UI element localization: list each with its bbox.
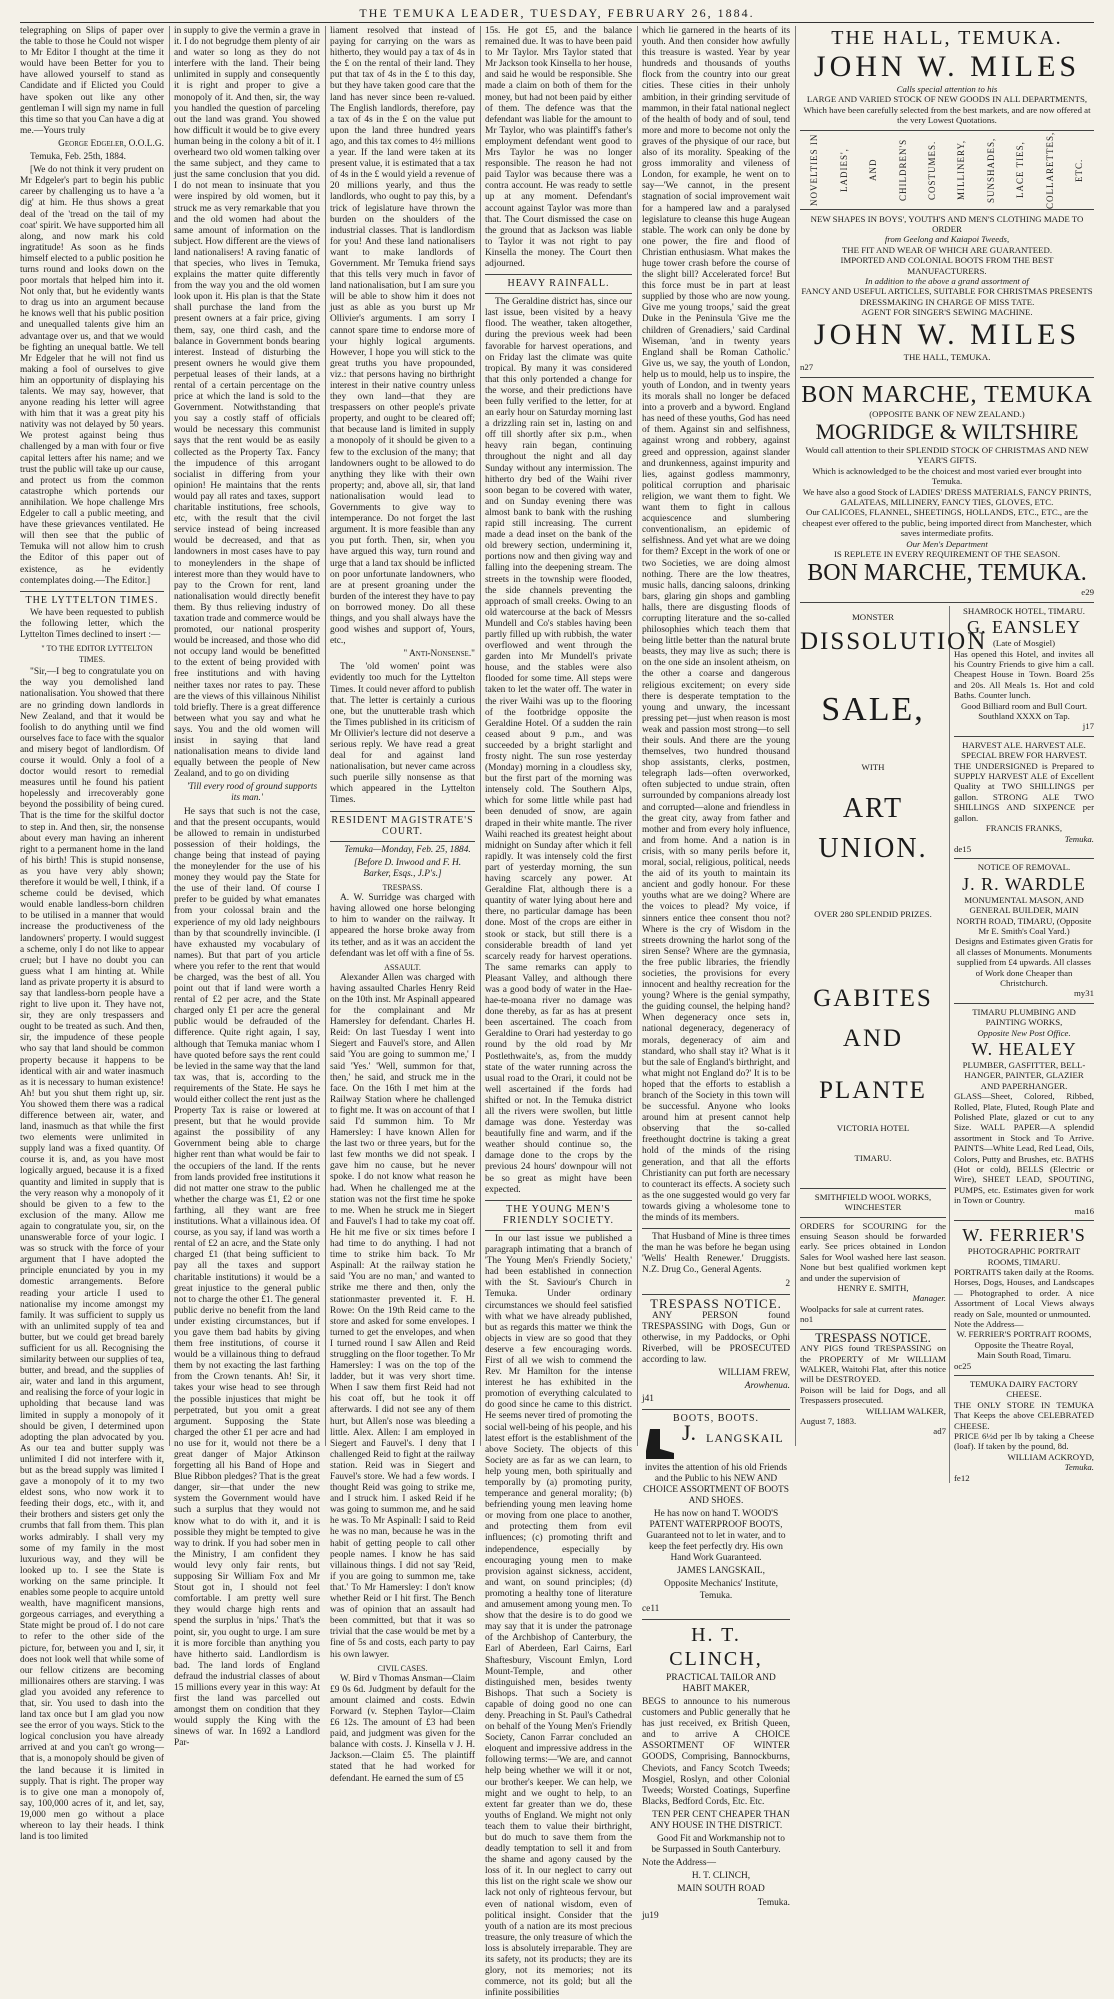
ad-title: BON MARCHE, TEMUKA	[801, 381, 1093, 408]
divider	[642, 1294, 790, 1295]
ad-text: Note the Address—	[642, 1858, 716, 1869]
ad-text: Note the Address—	[954, 1318, 1024, 1329]
article-body: in supply to give the vermin a grave in it. I do not begrudge them plenty of air and water so long as they do not interfere with the land. Their being unlimited in supply and consequently it is right and proper to give a monopoly of it. And then, sir, the way you handled the question of parceling out the land was grand. You showed how difficult it would be to give every human being in the colony a bit of it. I overheard two old women talking over the same subject, and they came to just the same conclusion that you did. I do not mean to insinuate that you were inspired by old women, but it struck me as very remarkable that you and the old women had about the same amount of information on the subject. How different are the views of land nationalisers! A raving fanatic of that species, who lives in Temuka, explains the matter quite differently from the way you and the old women look upon it. His plan is that the State shall purchase the land from the present owners at a fair price, giving them, say, one third cash, and the balance in Government bonds bearing interest. Instead of disturbing the present owners he would give them perpetual leases of their lands, at a rental of a certain percentage on the price at which the land is sold to the Government. Notwithstanding that you say a costly staff of officials would be necessary this communist says that the rent would be as easily collected as the Property Tax. Fancy the impudence of this arrogant socialist in differing from your opinion! He maintains that the rents would pay all rates and taxes, support charitable institutions, free schools, etc, with the result that the civil service instead of being increased would be decreased, and that as landowners in most cases have to pay to moneylenders in the shape of interest more than they would have to pay to the Crown for rent, land nationalisation would directly benefit them. By thus relieving industry of taxation trade and commerce would be promoted, our national prosperity would be increased, and those who did not occupy land would be benefitted to the extent of being provided with free institutions and with having neither taxes nor rates to pay. These are the views of this villainous Nihilist told briefly. There is a great difference between what you say and what he says. You and the old women will insist in saying that land nationalisation means to divide land equally between the people of New Zealand, and to go on dividing	[174, 26, 320, 780]
divider	[642, 1228, 790, 1229]
ad-title: THE HALL, TEMUKA.	[831, 27, 1063, 49]
article-heading: THE YOUNG MEN'S FRIENDLY SOCIETY.	[502, 1203, 614, 1226]
ad-text: In addition to the above a grand assortment of	[865, 276, 1029, 287]
article-body: liament resolved that instead of paying for carrying on the wars as hitherto, they would pay a tax of 4s in the £ on the rental of their land. They put that tax of 4s in the £ to this day, but they have taken good care that the land has never since been re-valued. The English landlords, therefore, pay a tax of 4s in the £ on the value put upon the land three hundred years ago, and this tax comes to 4½ millions a year. If the land were taken at its present value, it is estimated that a tax of 4s in the £ would yield a revenue of 20 millions yearly, and thus the landlords, who ought to pay this, by a trick of legislature have thrown the burden on the shoulders of the industrial classes. That is landlordism for you! And these land nationalisers want to make landlords of Government. Mr Temuka friend says that this tells very much in favor of land nationalisation, but I am sure you will be able to show him it does not just as able as you burst up Mr Ollivier's arguments. I am sorry I cannot spare time to endorse more of your highly logical arguments. However, I hope you will stick to the great truths you have propounded, viz.: that persons having no birthright interest in their native country unless they own land—that they are trespassers on other people's private property, and ought to be cleared off; that because land is limited in supply a monopoly of it should be given to a few to the exclusion of the many; that landowners ought to be allowed to do anything they like with their own property; and, above all, sir, that land nationalisation would lead to Governments to give way to intemperance. Do not forget the last argument. It is more feasible than any you put forth. Then, sir, when you have argued this way, turn round and urge that a land tax should be inflicted on poor unfortunate landowners, who are at present groaning under the burden of the interest they have to pay on borrowed money. Do all these things, and you shall always have the good wishes and support of, Yours, etc.,	[330, 26, 475, 647]
ad-advertiser-name: LANGSKAIL	[706, 1430, 784, 1445]
divider	[954, 1220, 1094, 1221]
column-rule	[795, 26, 796, 1446]
department-item: LACE TIES,	[1015, 141, 1026, 199]
ad-code: oc25	[954, 1360, 972, 1371]
ad-title: W. HEALEY	[971, 1039, 1077, 1059]
article-body: The Geraldine district has, since our last issue, been visited by a heavy flood. The weather, taken altogether, during the previous week had been favorable for harvest operations, and on Friday last the climate was quite tropical. By many it was considered that this only portended a change for the worse, and their predictions have been fully verified to the letter, for at an early hour on Saturday morning last a drizzling rain set in, lasting on and off till shortly after six p.m., when heavy rain began, continuing throughout the night and all day Sunday without any intermission. The hitherto dry bed of the Waihi river soon began to be covered with water, and on Sunday evening there was almost bank to bank with the rushing rapid still increasing. The current made a dead inset on the bank of the old brewery section, undermining it, portions now and then giving way and falling into the deepening stream. The streets in the township were flooded, the side channels preventing the approach of small creeks. Owing to an old watercourse at the back of Messrs Mundell and Co's stables having been partly filled up with rubbish, the water overflowed and went through the garden into Mr Mundell's private house, and the stables were also flooded for some time. All steps were taken to let the water off. The water in the river Waihi was up to the flooring of the footbridge opposite the Geraldine Hotel. Of a sudden the rain ceased about 9 p.m., and was succeeded by a bright starlight and frosty night. The sun rose yesterday (Monday) morning in a cloudless sky, but the first part of the morning was intensely cold. The Southern Alps, which for some little while past had been denuded of snow, are again draped in their white mantle. The river Waihi reached its greatest height about midnight on Sunday after which it fell rapidly. It was intensely cold the first part of yesterday morning, the sun having scarcely any power. At Geraldine Flat, although there is a quantity of water lying about here and there, no particular damage has been done. Most of the crops are either in stook or stack, but still there is a considerable breadth of land yet scarcely ready for harvest operations. The same remarks can apply to Pleasant Valley, and although there was a good body of water in the Hae-hae-te-moana river no damage was done thereby, as far as has at present been ascertained. The coach from Geraldine to Orari had yesterday to go round by the old road by Mr Postlethwaite's, as, from the muddy state of the water running across the usual road to the Orari, it could not be well ascertained if the fords had shifted or not. In the Temuka district all the rivers were swollen, but little damage was done. Yesterday was beautifully fine and warm, and if the weather should continue so, the damage done to the crops by the previous 24 hours' downpour will not be so great as might have been expected.	[485, 297, 632, 1195]
ad-code: ce11	[642, 1603, 660, 1614]
ad-signature: FRANCIS FRANKS,	[985, 823, 1063, 834]
ad-text: AGENT FOR SINGER'S SEWING MACHINE.	[861, 307, 1033, 318]
letter-signature: " Anti-Nonsense."	[403, 649, 475, 660]
ad-title: ART UNION.	[818, 792, 928, 864]
ad-signature: W. FERRIER'S PORTRAIT ROOMS,	[956, 1329, 1092, 1340]
department-item: AND	[868, 158, 879, 181]
department-item: SUNSHADES,	[985, 137, 996, 203]
ad-title: DISSOLUTION	[800, 628, 988, 656]
ad-title: PLANTE	[819, 1077, 927, 1104]
divider	[954, 1375, 1094, 1376]
ad-title: H. T. CLINCH,	[669, 1623, 763, 1670]
ad-heading: TEMUKA DAIRY FACTORY CHEESE.	[969, 1378, 1079, 1400]
ad-text: Which have been carefully selected from the best markets, and are now offered at the very Lowest Quotations.	[803, 104, 1091, 126]
ad-text: PLUMBER, GASFITTER, BELL-HANGER, PAINTER, GLAZIER AND PAPERHANGER.	[962, 1060, 1086, 1091]
boot-icon	[642, 1427, 676, 1461]
ad-text: PORTRAITS taken daily at the Rooms. Horses, Dogs, Houses, and Landscapes — Photographed to order. A nice Assortment of Local Views always ready on Sale, mounted or unmounted.	[954, 1266, 1094, 1319]
ad-code: j41	[642, 1394, 654, 1405]
divider	[642, 1619, 790, 1620]
ad-text: MONSTER	[851, 611, 895, 622]
divider	[485, 1200, 632, 1201]
ad-dropcap: J.	[682, 1419, 697, 1445]
ad-code: de15	[954, 843, 972, 854]
department-item: NOVELTIES IN	[809, 133, 820, 206]
divider	[954, 736, 1094, 737]
ad-text: Designs and Estimates given Gratis for all classes of Monuments. Monuments supplied from £4 upwards. All classes of Work done Cheaper than Christchurch.	[955, 936, 1093, 988]
ad-text: Would call attention to their SPLENDID STOCK OF CHRISTMAS AND NEW YEAR'S GIFTS.	[805, 444, 1089, 466]
ad-text: from Geelong and Kaiapoi Tweeds,	[884, 234, 1010, 245]
ad-address: Main South Road, Timaru.	[976, 1350, 1072, 1361]
ad-text: FANCY AND USEFUL ARTICLES, SUITABLE FOR CHRISTMAS PRESENTS	[801, 286, 1093, 297]
ad-subtitle: PRACTICAL TAILOR AND HABIT MAKER,	[666, 1672, 776, 1694]
notice-text: ANY PERSON found TRESPASSING with Dogs, Gun or otherwise, in my Paddocks, or Ophi Riverbed, will be PROSECUTED according to law.	[642, 1310, 790, 1366]
ad-signature: HENRY E. SMITH,	[837, 1283, 909, 1294]
ad-address: Opposite Mechanics' Institute, Temuka.	[664, 1579, 778, 1601]
section-heading: TRESPASS.	[382, 883, 423, 893]
ad-title: MOGRIDGE & WILTSHIRE	[815, 418, 1079, 444]
court-case: Alexander Allen was charged with having assaulted Charles Henry Reid on the 10th inst. Mr Aspinall appeared for the complainant and Mr Hamersley for defendant. Charles H. Reid: On last Tuesday I went into Siegert and Fauvel's store, and Allen said 'You are going to summon me,' I said 'Yes.' 'Well, summon for that, then,' he said, and struck me in the face. On the 16th I met him at the Railway Station where he challenged to fight me. It was on account of that I said I'd summon him. To Mr Hamersley: I have known Allen for the last two or three years, but for the last few months we did not speak. I gave him no cause, but he never spoke. I do not know what reason he had. When he challenged me at the station was not the first time he spoke to me. When he struck me in Siegert and Fauvel's I had to take my coat off. He hit me five or six times before I had time to do anything. I had not time to strike him back. To Mr Aspinall: At the railway station he said 'You are no man,' and wanted to strike me there and then, only the stationmaster prevented it. F. H. Rowe: On the 19th Reid came to the store and asked for some envelopes. I turned to get the envelopes, and when I turned round I saw Allen and Reid struggling on the floor together. To Mr Hamersley: I was on the top of the ladder, but it was very short time. When I saw them first Reid had not his coat off, but he took it off afterwards. I did not see any of them hurt, but Allen's nose was bleeding a little. Alex. Allen: I am employed in Siegert and Fauvel's. I deny that I challenged Reid to fight at the railway station. Reid was in Siegert and Fauvel's store. We had a few words. I thought Reid was going to strike me, and I struck him. I asked Reid if he was going to summon me, and he said he was. To Mr Aspinall: I said to Reid he was no man, because he was in the habit of getting people to call other people names. I know he has said villainous things. I did not say 'Reid, if you are going to summon me, take that.' To Mr Hamersley: I don't know whether Reid or I hit first. The Bench was of opinion that an assault had been committed, but that it was so trivial that the case would be met by a fine of 5s and costs, each party to pay his own lawyer.	[330, 972, 475, 1660]
notice-text: ANY PIGS found TRESPASSING on the PROPERTY of Mr WILLIAM WALKER, Waitohi Flat, after this notice will be DESTROYED.	[800, 1343, 946, 1385]
notice-name: WILLIAM WALKER,	[866, 1405, 946, 1416]
masthead: THE TEMUKA LEADER, TUESDAY, FEBRUARY 26, 1884.	[20, 6, 1094, 23]
department-item: COSTUMES.	[927, 140, 938, 200]
ad-title: JOHN W. MILES	[813, 317, 1081, 351]
ad-text: Our CALICOES, FLANNEL, SHEETINGS, HOLLANDS, ETC., ETC., are the cheapest ever offered to the public, being imported direct from Manchester, which saves intermediate profits.	[802, 507, 1092, 539]
ad-text: We have also a good Stock of LADIES' DRESS MATERIALS, FANCY PRINTS, GALATEAS, MILLINERY, FANCY TIES, GLOVES, ETC.	[802, 486, 1092, 507]
ad-title: W. FERRIER'S	[962, 1225, 1086, 1246]
notice-heading: TRESPASS NOTICE.	[650, 1295, 782, 1311]
ad-subtitle: PHOTOGRAPHIC PORTRAIT ROOMS, TIMARU.	[967, 1246, 1081, 1267]
divider	[485, 274, 632, 275]
divider	[330, 841, 475, 842]
ad-text: PRICE 6½d per lb by taking a Cheese (loaf). If taken by the pound, 8d.	[954, 1431, 1094, 1452]
ad-text: Calls special attention to his	[896, 84, 998, 94]
ad-code: my31	[1073, 988, 1094, 999]
ad-text: DRESSMAKING IN CHARGE OF MISS TATE.	[859, 296, 1035, 307]
ad-heading: TIMARU PLUMBING AND PAINTING WORKS,	[972, 1006, 1076, 1028]
letter-signature: George Edgeler, O.O.L.G.	[58, 138, 164, 149]
ad-code: fe12	[954, 1472, 970, 1483]
article-intro: We have been requested to publish the following letter, which the Lyttelton Times declined to insert :—	[20, 607, 164, 640]
ad-text: invites the attention of his old Friends and the Public to his NEW AND CHOICE ASSORTMENT OF BOOTS AND SHOES.	[643, 1462, 789, 1506]
ad-text: THE ONLY STORE IN TEMUKA That Keeps the above CELEBRATED CHEESE.	[954, 1399, 1094, 1431]
ad-title: J. R. WARDLE	[962, 873, 1086, 894]
divider	[800, 377, 1094, 378]
ad-text: WITH	[861, 762, 885, 773]
ad-code: no1	[800, 1314, 814, 1325]
editor-note: The 'old women' point was evidently too much for the Lyttelton Times. It could never afford to publish that. The letter is certainly a curious one, but the unutterable trash which the Times published in its criticism of Mr Ollivier's lecture did not deserve a serious reply. We have read a great deal for and against land nationalisation, but never came across such puerile silly nonsense as that which appeared in the Lyttelton Times.	[330, 662, 475, 806]
department-item: MILLINERY,	[956, 139, 967, 200]
section-heading: CIVIL CASES.	[377, 1663, 428, 1673]
ad-text: He has now on hand T. WOOD'S PATENT WATERPROOF BOOTS, Guaranteed not to let in water, and to keep the feet perfectly dry. His own Hand Work Guaranteed.	[646, 1508, 786, 1564]
ad-text: BEGS to announce to his numerous customers and Public generally that he has just received, ex British Queen, and to arrive A CHOICE ASSORTMENT OF WINTER GOODS, Comprising, Bannockburns, Cheviots, and Fancy Scotch Tweeds; Mosgiel, Roslyn, and other Colonial Tweeds; Worsted Coatings, Superfine Blacks, Bedford Cords, Etc. Etc.	[642, 1696, 790, 1807]
column-ads	[800, 26, 1094, 1483]
column-2	[174, 26, 320, 1749]
article-heading: THE LYTTELTON TIMES.	[25, 594, 159, 606]
ad-text: VICTORIA HOTEL	[836, 1123, 910, 1133]
court-date: Temuka—Monday, Feb. 25, 1884.	[344, 844, 471, 855]
notice-text: Poison will be laid for Dogs, and all Trespassers prosecuted.	[800, 1384, 946, 1406]
letter-text: telegraphing on Slips of paper over the table to those he Could not wisper to Mr Editor I thought at the time it would have been Better for you to have allowed yourself to stand as Candidate and if Elicted you Could have spoken out like any other gentleman I will sign my name in full this time so that you Can have a dig at me.—Yours truly	[20, 26, 164, 136]
ad-code: ma16	[1074, 1205, 1094, 1216]
ad-code: ad7	[933, 1426, 946, 1437]
ad-text: IMPORTED AND COLONIAL BOOTS FROM THE BEST MANUFACTURERS.	[840, 255, 1054, 276]
ad-subtitle: (Late of Mosgiel)	[992, 638, 1056, 649]
ad-signature: H. T. CLINCH,	[691, 1871, 751, 1882]
court-case: W. Bird v Thomas Ansman—Claim £9 0s 6d. Judgment by default for the amount claimed and costs. Edwin Forward (v. Stephen Taylor—Claim £6 12s. The amount of £3 had been paid, and judgment was given for the balance with costs. J. Kinsella v J. H. Jackson.—Claim £5. The plaintiff stated that he had worked for defendant. He earned the sum of £5	[330, 1673, 475, 1784]
court-case: A. W. Surridge was charged with having allowed one horse belonging to him to wander on the railway. It appeared the horse broke away from its tether, and as it was an accident the defendant was let off with a fine of 5s.	[330, 893, 475, 959]
letter-dateline: Temuka, Feb. 25th, 1884.	[30, 152, 126, 163]
column-1	[20, 26, 164, 1843]
ad-title: GABITES AND	[813, 985, 933, 1052]
column-4	[485, 26, 632, 1999]
editor-note: [We do not think it very prudent on Mr Edgeler's part to begin his public career by challenging us to have a 'a dig' at him. He thus shows a great deal of the 'tread on the tail of my coat' spirit. We have supported him all along, and now mark his cold ingratitude! As soon as he finds himself elected to a public position he turns round and looks down on the poor mortals that helped him into it. Not only that, but he evidently wants to drag us into an argument because he knows well that his public position and unequalled talents give him an advantage over us, and that we would be fighting an unequal battle. We tell Mr Edgeler that he will not find us making a fool of ourselves to give him an opportunity of displaying his talents. We may say, however, that anyone reading his letter will agree with him that it was a great pity his nativity was not delayed by 50 years. We protest against being thus challenged by a man with four or five capital letters after his name; and we trust the public will take up our cause, and protect us from the common catastrophe which portends our annihilation. We hope challenge Mrs Edgeler to call a public meeting, and have these grievances ventilated. He will then see that the public of Temuka will not allow him to crush the Editor of this paper out of existence, as he evidently contemplates doing.—The Editor.]	[20, 165, 164, 586]
department-list	[800, 130, 1094, 210]
divider	[800, 1217, 946, 1218]
ad-text: GLASS—Sheet, Colored, Ribbed, Rolled, Plate, Fluted, Rough Plate and Polished Plate, glazed or cut to any Size. WALL PAPER—A splendid assortment in Stock and To Arrive. PAINTS—White Lead, Red Lead, Oils, Colors, Putty and Brushes, etc. BATHS (Hot or cold), BELLS (Electric or Wire), SHEET LEAD, SPOUTING, PUMPS, etc. Estimates given for work in Town or Country.	[954, 1091, 1094, 1206]
ad-town: Temuka.	[1064, 1462, 1094, 1473]
department-item: ETC.	[1074, 158, 1084, 182]
department-item: COLLARETTES,	[1044, 131, 1055, 209]
ad-address: MAIN SOUTH ROAD	[677, 1884, 765, 1895]
ad-heading: SPECIAL BREW FOR HARVEST.	[961, 750, 1087, 761]
ad-signature: JAMES LANGSKAIL,	[676, 1566, 766, 1577]
ad-text: NEW SHAPES IN BOYS', YOUTH'S AND MEN'S CLOTHING MADE TO ORDER	[810, 213, 1084, 235]
ad-text: Good Billiard room and Bull Court.	[960, 700, 1088, 711]
ad-title-role: Manager.	[912, 1293, 946, 1304]
ad-text: Woolpacks for sale at current rates.	[800, 1303, 924, 1314]
column-3	[330, 26, 475, 1784]
ad-title: JOHN W. MILES	[813, 50, 1081, 83]
ad-text: TIMARU.	[854, 1153, 892, 1164]
notice-heading: TRESPASS NOTICE.	[815, 1329, 931, 1345]
column-rule	[637, 26, 638, 1446]
ad-text: IS REPLETE IN EVERY REQUIREMENT OF THE SEASON.	[833, 548, 1061, 559]
article-body: In our last issue we published a paragraph intimating that a branch of 'The Young Men's Friendly Society,' had been established in connection with the St. Saviour's Church in Temuka. Under ordinary circumstances we should feel satisfied with what we have already published, but as regards this matter we think the objects in view are so good that they deserve a few encouraging words. First of all we wish to commend the Rev. Mr Hamilton for the intense interest he has exhibited in the promotion of everything calculated to do good since he came to this district. He seems never tired of promoting the social well-being of his people, and his latest effort is the establishment of the above Society. The objects of this Society are as far as we can learn, to help young men, both spiritually and temporally by (a) promoting purity, temperance and general morality; (b) befriending young men leaving home or moving from one place to another, and protecting them from evil influences; (c) promoting thrift and independence, especially by encouraging young men to make provision against sickness, accident, and want, on sound principles; (d) promoting a healthy tone of literature and amusement among young men. To show that the desire is to do good we may say that it is under the patronage of the Archbishop of Canterbury, the Earl of Aberdeen, Earl Cairns, Earl Shaftesbury, Viscount Emlyn, Lord Mount-Temple, and other distinguished men, besides twenty Bishops. That such a Society is capable of doing good no one can deny. Preaching in St. Paul's Cathedral on behalf of the Young Men's Friendly Society, Canon Farrar concluded an eloquent and impressive address in the following terms:—'We are, and cannot help being whether we will it or not, our brother's keeper. We can help, we might and we ought to help, to an extent far greater than we do, these youths of England. We might not only teach them to value their birthright, but do much to save them from the deadly temptation to sell it and from the shame and agony caused by the loss of it. In our neglect to carry out this list on the right scale we show our lack not only of righteous fervour, but even of national wisdom, even of political insight. Consider that the youth of a nation are its most precious treasure, the only treasure of which the loss is absolutely irreparable. They are its safety, not its products; they are its glory, not its memories; not its commerce, not its gold; but all the infinite possibilities	[485, 1233, 632, 1999]
section-heading: ASSAULT.	[384, 962, 421, 972]
ad-title: G. EANSLEY	[967, 617, 1081, 638]
divider	[642, 1409, 790, 1410]
ad-text: ORDERS for SCOURING for the ensuing Season should be forwarded early. See prices obtained in London Sales for Wool washed here last season. None but best qualified workmen kept and under the supervision of	[800, 1220, 946, 1283]
divider	[485, 293, 632, 294]
column-5	[642, 26, 790, 1921]
ad-title: BON MARCHE, TEMUKA.	[807, 560, 1087, 587]
ad-heading: HARVEST ALE. HARVEST ALE.	[962, 739, 1086, 750]
article-body: He says that such is not the case, and that the present occupants, would be allowed to remain in undisturbed possession of their holdings, the change being that instead of paying the moneylender for the use of his money they would pay the State for the use of their land. Of course I prefer to be guided by what emanates from your colossal brain and the experience of my old lady neighbours than by that scoundrelly invincible. (I have exhausted my vocabulary of names). But that part of you article where you refer to the rent that would be charged, was the best of all. You point out that if land were worth a rental of £2 per acre, and the State charged only £1 per acre the general public would be defrauded of the difference. Quite right again, I say, although that Temuka maniac whom I have quoted before says the rent could be levied in the same way that the land tax was, that is, according to the requirements of the State. He says he would either collect the rent just as the Property Tax is raise or lowered at present, but that he would provide against the possibility of any Government being able to charge higher rent than what would be fair to the occupiers of the land. If the rents from lands provided free institutions it did not matter one straw to the public whether the charge was £1, £2 or one farthing, all they want are free institutions. What a villainous idea. Of course, as you say, if land was worth a rental of £2 an acre, and the State only charged £1 (that being sufficient to pay all the taxes and support charitable institutions) it would be a great injustice to the general public not to charge the other £1. The general public derive no benefit from the land under existing circumstances, but if you gave them bad habits by giving them free institutions, of course it would be a villainous thing to defraud them by not exacting the last farthing from the Crown tenants. Ah! Sir, it takes your wise head to see through the possible injustices that might be perpetrated, but you omit a great argument. Supposing the State charged the other £1 per acre and had no use for it, would not there be a great danger of Major Atkinson forgetting all his Band of Hope and Blue Ribbon pledges? That is the great danger, sir—that under the new system the Government would have such a surplus that they would not know what to do with it, and it is possible they might be tempted to give way to drink. If you had sober men in the Ministry, I am confident they would levy only fair rents, but supposing Sir William Fox and Mr Stout got in, I should not feel comfortable. I am pretty well sure they would charge high rents and spend the surplus in 'nips.' That's the point, sir, you ought to urge. I am sure it is more forcible than anything you have hitherto said. Landlordism is bad. The land lords of England defraud the industrial classes of about 15 millions every year in this way: At first the land was parcelled out amongst them on condition that they would supply the King with the sinews of war. In 1692 a Landlord Par-	[174, 806, 320, 1749]
divider	[800, 602, 1094, 603]
divider	[330, 811, 475, 812]
ad-address: Opposite the Theatre Royal,	[974, 1339, 1074, 1350]
ad-title: SALE,	[821, 691, 925, 729]
ad-text: Good Fit and Workmanship not to be Surpassed in South Canterbury.	[651, 1834, 785, 1856]
ad-signature: WILLIAM ACKROYD,	[1007, 1451, 1094, 1462]
ad-subtitle: Opposite New Post Office.	[977, 1027, 1071, 1038]
ad-text: THE FIT AND WEAR OF WHICH ARE GUARANTEED.	[841, 244, 1053, 255]
divider	[954, 1003, 1094, 1004]
column-rule	[169, 26, 170, 1446]
article-heading: HEAVY RAINFALL.	[507, 278, 610, 290]
notice-name: WILLIAM FREW,	[718, 1368, 790, 1379]
department-item: CHILDREN'S	[897, 138, 908, 201]
article-body: "Sir,—I beg to congratulate you on the way you demolished land nationalisation. You showed that there are no grinding down landlords in New Zealand, and that it would be foolish to do anything until we find ourselves face to face with the squalor and misery begot of landlordism. Of course it would. Only a fool of a doctor would resort to remedial measures until he found his patient hopelessly and irrecoverably gone beyond the possibility of being cured. That is the time for the skilful doctor to step in. And then, sir, the nonsense about every man having an inherent right to a permanent home in the land of his birth! This is stupid nonsense, as you have very ably shown; therefore it would be well, I think, if a scheme could be devised, which would enable landless-born children to be utilised in a manner that would increase the productiveness of the landowners' property. I would suggest a scheme, only I do not like to appear cruel; but I have no doubt you can guess what I am hinting at. While land as private property it is absurd to say that landless-born people have a right to live upon it. They have not, sir, they are only trespassers and ought to be treated as such. And then, sir, the impudence of these people who say that land should be common property because it happens to be identical with air and water inasmuch as it is necessary to human existence! Ah! but you shut them right up, sir. You showed them there was a radical difference between air, water, and land, inasmuch as that while the first two elements were unlimited in supply land was a fixed quantity. Of course it is, and, as you have most logically argued, because it is a fixed quantity and limited in supply that is the very reason why a monopoly of it should be given to a few to the exclusion of the many. Allow me again to congratulate you, sir, on the unanswerable force of your logic. I was so struck with the force of your argument that I have adopted the principle enunciated by you in my domestic arrangements. Before reading your article I used to nationalise my income amongst my family. It was sufficient to supply us with an unlimited supply of tea and butter, but we could get bread barely sufficient for us all. Recognising the similarity between our supplies of tea, butter, and bread, and the supplies of air, water and land in this argument, and realising the force of your logic in upholding that because land was limited in supply a monopoly of it should be given, I determined upon adopting the plan advocated by you. As our tea and butter supply was unlimited I did not interfere with it, but as the bread supply was limited I gave a monopoly of it to my two eldest sons, who now work it to feeding their dogs, etc., with it, and their brothers and sisters get only the crumbs that fall from them. This plan works admirably. I shall very my some of my family in the most luxurious way, and they will be looked up to. I see the State is working on the same principle. It enables some people to acquire untold wealth, have magnificent mansions, gorgeous carriages, and everything a State might be proud of. I do not care to refer to the other side of the picture, for, between you and I, sir, it does not look well that while some of our fellow citizens are becoming millionaires others are starving. I was glad you avoided any reference to that, sir. You used to dash into the land tax once but I am glad you now see the error of you ways. Stick to the logical conclusion you have already arrived at and you can't go wrong—that is, a monopoly should be given of the land because it is limited in supply. That is right. The proper way is to give one man a monopoly of, say, 100,000 acres of it, and let, say, 19,000 men go without a place whereon to lay their heads. I think land is too limited	[20, 667, 164, 1843]
ad-text: Our Men's Department	[906, 538, 988, 549]
ad-town: Temuka.	[1064, 833, 1094, 844]
divider	[954, 858, 1094, 859]
ad-town: Temuka.	[757, 1897, 790, 1908]
ad-text: THE UNDERSIGNED is Prepared to SUPPLY HARVEST ALE of Excellent Quality at TWO SHILLINGS per gallon. STRONG ALE TWO SHILLINGS AND SIXPENCE per gallon.	[954, 760, 1094, 823]
court-heading: RESIDENT MAGISTRATE'S COURT.	[331, 814, 474, 837]
ad-text: LARGE AND VARIED STOCK OF NEW GOODS IN ALL DEPARTMENTS,	[806, 94, 1088, 105]
divider	[485, 1230, 632, 1231]
ad-text: THE HALL, TEMUKA.	[903, 351, 991, 362]
court-bench: [Before D. Inwood and F. H. Barker, Esqs., J.P's.]	[353, 857, 462, 879]
advertisement-text: That Husband of Mine is three times the man he was before he began using 'Wells' Health Renewer.' Druggists. N.Z. Drug Co., General Agents.	[642, 1232, 790, 1276]
ad-text: MONUMENTAL MASON, AND GENERAL BUILDER, MAIN NORTH ROAD, TIMARU, (Opposite Mr E. Smith's Coal Yard.)	[956, 894, 1092, 936]
ad-row	[800, 606, 1094, 1483]
ad-code: n27	[800, 362, 814, 373]
ad-heading: SHAMROCK HOTEL, TIMARU.	[962, 605, 1086, 616]
ad-text: Has opened this Hotel, and invites all his Country Friends to give him a call. Cheapest House in Town. Board 25s and 20s. All Meals 1s. Hot and cold Baths. Counter lunch.	[954, 648, 1094, 701]
department-item: LADIES',	[838, 147, 849, 192]
quotation: 'Till every rood of ground supports its man.'	[186, 782, 318, 804]
ad-highlight: TEN PER CENT CHEAPER THAN ANY HOUSE IN THE DISTRICT.	[649, 1809, 790, 1831]
divider	[20, 591, 164, 592]
article-body: which lie garnered in the hearts of its youth. And then consider how awfully this treasure is wasted. Year by year hundreds and thousands of youths flock from the country into our great cities. These cities in their unholy ambition, in their grinding servitude of mammon, in their fatal national neglect of the health of body and of soul, tend more and more to become not only the graves of the physique of our race, but also of its morality. Speaking of the gross immorality and vileness of London, for example, he went on to say—'We cannot, in the present stagnation of social improvement wait for a hampered law and a paralysed legislature to cleanse this huge Augean stable. The work can only be done by one power, the fire and flood of Christian enthusiasm. What makes the huge tower crash before the course of the slight bill? Accelerated force! But this force must be in part at least supplied by those who are now young. Give me young troops,' said the great Duke in the Peninsula 'Give me the children of Grenadiers,' said Cardinal Wiseman, 'and in twenty years England shall be Roman Catholic.' Give us, we say, the youth of London, help us to mould, help us to inspire, the youth of London, and in twenty years its morals shall no longer be defaced into a proverb and a byword. England has need of these youths, God has need of them. Against sin and selfishness, against wrong and robbery, against greed and oppression, against slander and drunkenness, against impurity and lies, against godless mammonry, political corruption and pharisaic religion, we want them to fight. We want them to fight in callous acquiescence and slumbering conventionalism, an epidemic of selfishness. And yet what are we doing for them? Except in the work of one or two Societies, we are doing almost nothing. There are the low theatres, music halls, dancing saloons, drinking bars, glaring gin shops and gambling halls, there are disgusting floods of corrupting literature and the so-called philosophies which teach them that being little better than the natural brute beasts, they may live as such; there is on the one side an insolent atheism, on the other a coarse and dangerous religious excitement; on every side there is desperate temptation to the young and unwary, the incessant pressing pet—just when reason is most weak and passion most strong—to sell their souls. And there are the young themselves, two hundred thousand shop assistants, clerks, postmen, telegraph lads—often overworked, often subjected to undue strain, often surrounded by companions already lost and corrupted—alone and friendless in the great city, away from father and mother and from every holy influence, and from home. And a nation is in crisis, with so many perils before it, moral, social, religious, political, needs the aid of its youth to maintain its ancient and godly honour. For these youths what are we doing? Where are the voices to plead? My voice, if sinners entice thee consent thou not? Where is the cry of Wisdom in the streets drowning the harlot song of the siren Sense? Where are the gymnasia, the free public libraries, the friendly societies, the provisions for every innocent and healthy recreation for the young? Where is the genial sympathy, the guiding counsel, the helping hand? When degeneracy once sets in, national degeneracy, degeneracy of morals, degeneracy of aim and standard, who shall stay it? What is it but the sale of England's birthright, and what might not England do?' It is to be hoped that the efforts to establish a branch of the Society in this town will be successful. Anyone who looks around him at present cannot help observing that the so-called freethought doctrine is taking a great hold of the minds of the rising generation, and that all the efforts Christianity can put forth are necessary to counteract its effects. A society such as the one suggested would go very far towards giving a wholesome tone to the minds of its members.	[642, 26, 790, 1224]
ad-text: Which is acknowledged to be the choicest and most varied ever brought into Temuka.	[812, 465, 1082, 487]
letter-salutation: " TO THE EDITOR LYTTELTON TIMES.	[41, 644, 153, 665]
notice-place: Arowhenua.	[744, 1381, 790, 1392]
right-ads	[954, 606, 1094, 1483]
article-body: 15s. He got £5, and the balance remained due. It was to have been paid to Mr Taylor. Mrs Taylor stated that Mr Jackson took Kinsella to her house, and said he would be responsible. She made a claim on both of them for the money, but had not been paid by either of them. The defence was that the defendant was liable for the amount to Mr Taylor, who was plaintiff's father's employment defendant went good to Mrs Taylor he was no longer responsible. The reason he had not paid Taylor was because there was a contra account. He was ready to settle up at any moment. Defendant's account against Taylor was more than that. The Court dismissed the case on the ground that as Jackson was liable to Taylor it was not right to pay Kinsella the money. The Court then adjourned.	[485, 26, 632, 269]
ad-code: j17	[1082, 721, 1094, 732]
ad-text: Southland XXXX on Tap.	[978, 711, 1070, 722]
column-rule	[480, 26, 481, 1446]
ad-text: OVER 280 SPLENDID PRIZES.	[814, 908, 932, 919]
ad-code: e29	[1081, 587, 1094, 598]
ad-subtitle: (OPPOSITE BANK OF NEW ZEALAND.)	[869, 408, 1025, 419]
column-rule	[325, 26, 326, 1446]
ad-heading: BOOTS, BOOTS.	[672, 1413, 760, 1425]
notice-date: August 7, 1883.	[800, 1415, 857, 1426]
divider	[800, 1188, 946, 1189]
ad-heading: NOTICE OF REMOVAL.	[977, 862, 1071, 873]
ad-code: 2	[785, 1278, 790, 1289]
ad-code: ju19	[642, 1910, 659, 1921]
ad-title: SMITHFIELD WOOL WORKS, WINCHESTER	[814, 1191, 932, 1213]
